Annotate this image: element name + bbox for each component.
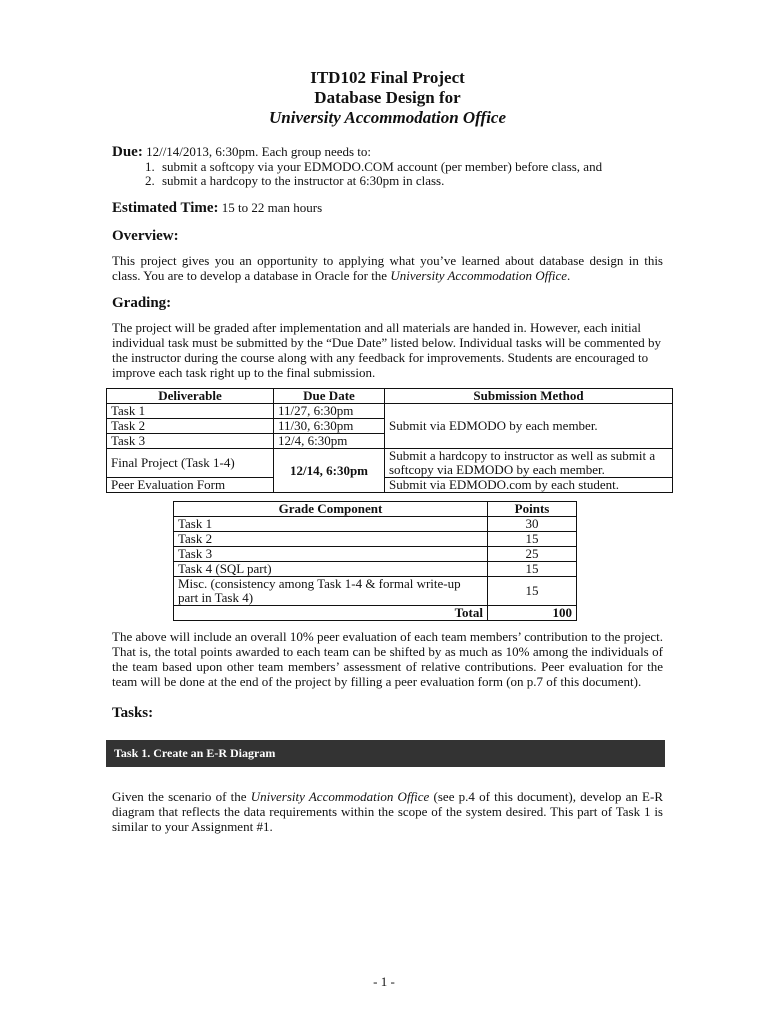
estimated-text: 15 to 22 man hours [221,200,323,215]
total-value: 100 [488,606,577,621]
points-cell: 15 [488,532,577,547]
task1-text-end: (see p.4 of this document), develop an E-R diagram that reflects the data requirements within the scope of the system desired. This part of Task 1 is similar to your Assignment #1. [112,789,663,834]
page-number: - 1 - [373,974,395,989]
component-cell: Task 1 [174,517,488,532]
due-date-cell: 11/27, 6:30pm [274,404,385,419]
submission-cell: Submit via EDMODO by each member. [385,404,673,449]
component-cell: Task 4 (SQL part) [174,562,488,577]
deliverable-cell: Task 2 [107,419,274,434]
col-header: Due Date [274,389,385,404]
due-label: Due: [112,144,143,160]
col-header: Deliverable [107,389,274,404]
overview-heading: Overview: [112,228,179,244]
table-total-row [174,606,577,621]
deliverables-table [106,388,673,493]
overview-italic: University Accommodation Office [390,268,567,283]
table-row [174,577,577,606]
points-cell: 15 [488,577,577,606]
peer-evaluation-paragraph: The above will include an overall 10% peer evaluation of each team members’ contribution to the project. That is, the total points awarded to each team can be shifted by as much as 10% among the individuals of the team based upon other team members’ assessment of relative contributions. Peer evaluation for the team will be done at the end of the project by filling a peer evaluation form (on p.7 of this document). [112,629,663,689]
estimated-label: Estimated Time: [112,200,219,216]
due-list [112,160,663,188]
table-row [107,478,673,493]
title-line-3: University Accommodation Office [268,108,507,127]
task1-italic: University Accommodation Office [250,789,430,804]
due-text: 12//14/2013, 6:30pm. Each group needs to: [146,144,372,159]
table-row [174,532,577,547]
component-cell: Task 3 [174,547,488,562]
deliverable-cell: Peer Evaluation Form [107,478,274,493]
table-row [174,517,577,532]
grading-heading: Grading: [112,295,172,311]
task1-paragraph [112,789,663,834]
table-header-row [174,502,577,517]
col-header: Grade Component [174,502,488,517]
total-label: Total [174,606,488,621]
deliverable-cell: Task 1 [107,404,274,419]
due-date-cell: 11/30, 6:30pm [274,419,385,434]
submission-cell: Submit a hardcopy to instructor as well as submit a softcopy via EDMODO by each member. [385,449,673,478]
overview-text: This project gives you an opportunity to applying what you’ve learned about database design in this class. You are to develop a database in Oracle for the [112,253,663,283]
due-date-cell: 12/14, 6:30pm [274,449,385,493]
tasks-heading: Tasks: [112,705,154,721]
col-header: Points [488,502,577,517]
submission-cell: Submit via EDMODO.com by each student. [385,478,673,493]
due-date-cell: 12/4, 6:30pm [274,434,385,449]
grading-paragraph: The project will be graded after implementation and all materials are handed in. However, each initial individual task must be submitted by the “Due Date” listed below. Individual tasks will be commented by the instructor during the course along with any feedback for improvements. Students are encouraged to improve each task right up to the final submission. [112,320,662,380]
due-item-2: 2. submit a hardcopy to the instructor at 6:30pm in class. [158,174,663,188]
deliverable-cell: Final Project (Task 1-4) [107,449,274,478]
col-header: Submission Method [385,389,673,404]
component-cell: Task 2 [174,532,488,547]
component-cell: Misc. (consistency among Task 1-4 & formal write-up part in Task 4) [174,577,488,606]
estimated-section [112,200,663,216]
overview-paragraph [112,253,663,283]
task1-text: Given the scenario of the [112,789,251,804]
points-cell: 30 [488,517,577,532]
title-line-1: ITD102 Final Project [310,68,465,87]
table-row [107,449,673,478]
table-header-row [107,389,673,404]
task1-banner: Task 1. Create an E-R Diagram [106,740,665,767]
grades-table [173,501,577,621]
table-row [107,404,673,419]
due-item-1: 1. submit a softcopy via your EDMODO.COM account (per member) before class, and [158,160,663,174]
due-section [112,144,663,160]
document-page [112,68,663,834]
deliverable-cell: Task 3 [107,434,274,449]
points-cell: 25 [488,547,577,562]
table-row [174,562,577,577]
table-row [174,547,577,562]
points-cell: 15 [488,562,577,577]
overview-text-end: . [567,268,571,283]
title-line-2: Database Design for [314,88,461,107]
